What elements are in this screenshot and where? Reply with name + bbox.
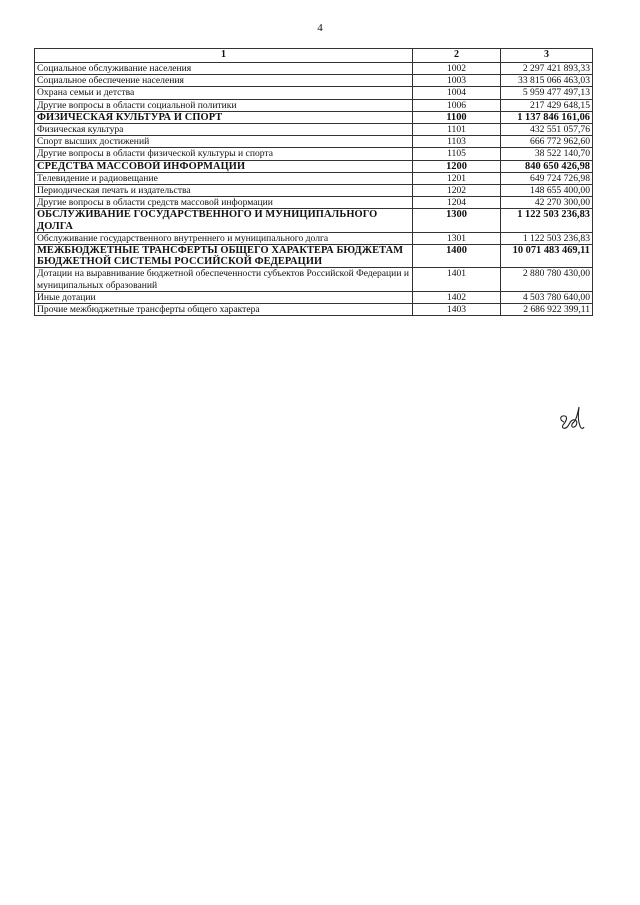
row-code-cell: 1002: [413, 63, 501, 75]
table-row: [35, 232, 593, 244]
row-amount-cell: 38 522 140,70: [501, 148, 593, 160]
row-name-cell: Телевидение и радиовещание: [35, 172, 413, 184]
column-header-code: 2: [413, 49, 501, 63]
row-code-cell: 1401: [413, 268, 501, 291]
row-amount-cell: 2 880 780 430,00: [501, 268, 593, 291]
column-header-name: 1: [35, 49, 413, 63]
row-amount-cell: 2 686 922 399,11: [501, 304, 593, 316]
row-code-cell: 1204: [413, 197, 501, 209]
table-row: [35, 148, 593, 160]
row-name-cell: Другие вопросы в области средств массовой информации: [35, 197, 413, 209]
row-name-cell: Прочие межбюджетные трансферты общего характера: [35, 304, 413, 316]
row-name-cell: Периодическая печать и издательства: [35, 185, 413, 197]
row-name-cell: Другие вопросы в области социальной политики: [35, 99, 413, 111]
row-amount-cell: 217 429 648,15: [501, 99, 593, 111]
table-row: [35, 136, 593, 148]
row-amount-cell: 1 122 503 236,83: [501, 232, 593, 244]
row-code-cell: 1400: [413, 245, 501, 268]
table-header-row: [35, 49, 593, 63]
table-row: [35, 304, 593, 316]
table-row: [35, 197, 593, 209]
row-amount-cell: 10 071 483 469,11: [501, 245, 593, 268]
row-name-cell: ФИЗИЧЕСКАЯ КУЛЬТУРА И СПОРТ: [35, 111, 413, 123]
table-row: [35, 63, 593, 75]
row-amount-cell: 33 815 066 463,03: [501, 75, 593, 87]
table-body: [35, 63, 593, 316]
table-row-section: [35, 160, 593, 172]
budget-table: [34, 48, 593, 316]
table-row-section: [35, 245, 593, 268]
row-amount-cell: 1 122 503 236,83: [501, 209, 593, 232]
row-name-cell: ОБСЛУЖИВАНИЕ ГОСУДАРСТВЕННОГО И МУНИЦИПАЛЬНОГО ДОЛГА: [35, 209, 413, 232]
row-code-cell: 1101: [413, 124, 501, 136]
row-code-cell: 1300: [413, 209, 501, 232]
row-name-cell: Обслуживание государственного внутреннего и муниципального долга: [35, 232, 413, 244]
row-code-cell: 1103: [413, 136, 501, 148]
table-row-section: [35, 209, 593, 232]
table-row: [35, 124, 593, 136]
table-row: [35, 172, 593, 184]
signature-mark: [556, 402, 586, 436]
row-name-cell: Иные дотации: [35, 291, 413, 303]
row-name-cell: СРЕДСТВА МАССОВОЙ ИНФОРМАЦИИ: [35, 160, 413, 172]
table-row: [35, 268, 593, 291]
row-name-cell: Другие вопросы в области физической культуры и спорта: [35, 148, 413, 160]
page-number: 4: [317, 22, 323, 34]
row-code-cell: 1301: [413, 232, 501, 244]
table-row: [35, 87, 593, 99]
row-code-cell: 1100: [413, 111, 501, 123]
row-name-cell: Спорт высших достижений: [35, 136, 413, 148]
row-amount-cell: 4 503 780 640,00: [501, 291, 593, 303]
table-row: [35, 99, 593, 111]
row-code-cell: 1403: [413, 304, 501, 316]
row-code-cell: 1201: [413, 172, 501, 184]
row-amount-cell: 1 137 846 161,06: [501, 111, 593, 123]
row-name-cell: Дотации на выравнивание бюджетной обеспеченности субъектов Российской Федерации и муниципальных образований: [35, 268, 413, 291]
row-amount-cell: 2 297 421 893,33: [501, 63, 593, 75]
row-amount-cell: 840 650 426,98: [501, 160, 593, 172]
row-amount-cell: 432 551 057,76: [501, 124, 593, 136]
row-code-cell: 1105: [413, 148, 501, 160]
row-amount-cell: 148 655 400,00: [501, 185, 593, 197]
row-amount-cell: 666 772 962,60: [501, 136, 593, 148]
row-code-cell: 1003: [413, 75, 501, 87]
row-name-cell: Физическая культура: [35, 124, 413, 136]
row-code-cell: 1004: [413, 87, 501, 99]
row-code-cell: 1006: [413, 99, 501, 111]
table-row-section: [35, 111, 593, 123]
table-row: [35, 75, 593, 87]
row-code-cell: 1202: [413, 185, 501, 197]
row-name-cell: Социальное обслуживание населения: [35, 63, 413, 75]
table-row: [35, 185, 593, 197]
row-amount-cell: 5 959 477 497,13: [501, 87, 593, 99]
row-amount-cell: 649 724 726,98: [501, 172, 593, 184]
table-row: [35, 291, 593, 303]
row-amount-cell: 42 270 300,00: [501, 197, 593, 209]
row-name-cell: Социальное обеспечение населения: [35, 75, 413, 87]
row-name-cell: Охрана семьи и детства: [35, 87, 413, 99]
row-code-cell: 1402: [413, 291, 501, 303]
row-code-cell: 1200: [413, 160, 501, 172]
column-header-amount: 3: [501, 49, 593, 63]
row-name-cell: МЕЖБЮДЖЕТНЫЕ ТРАНСФЕРТЫ ОБЩЕГО ХАРАКТЕРА БЮДЖЕТАМ БЮДЖЕТНОЙ СИСТЕМЫ РОССИЙСКОЙ ФЕДЕРАЦИИ: [35, 245, 413, 268]
